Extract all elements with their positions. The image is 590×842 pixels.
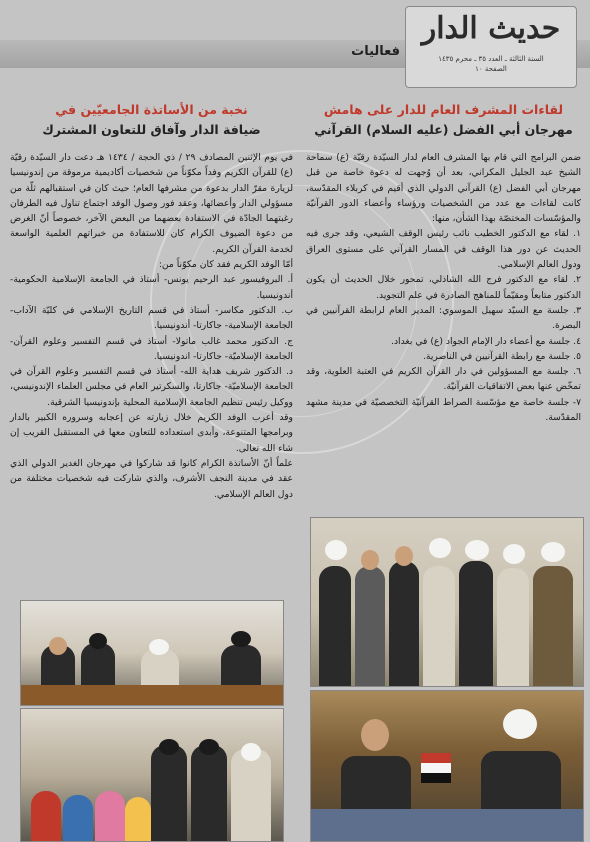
right-article-item-4: ٤. جلسة مع أعضاء دار الإمام الجواد (ع) في بغداد. — [391, 335, 581, 347]
left-article-member-b: ب. الدكتور مكاسر- أستاذ في قسم التاريخ الإسلامي في كليّة الآداب- الجامعة الإسلامية- جاكارتا- أندونيسيا. — [10, 304, 293, 332]
logo-title: حديث الدار — [421, 11, 561, 46]
left-article-member-a: أ. البروفيسور عبد الرحيم يونس- أستاذ في الجامعة الإسلامية الحكومية- أندونيسيا. — [10, 274, 293, 301]
left-article-note: علماً أنّ الأساتذة الكرام كانوا قد شاركوا في مهرجان الغدير الدولي الذي عقد في مدينة النجف الأشرف، والذي شاركت فيه شخصيات مختلفة من دول العالم الإسلامي. — [10, 457, 293, 500]
right-article-intro: ضمن البرامج التي قام بها المشرف العام لدار السيّدة رقيّة (ع) سماحة الشيخ عبد الجليل المكراني، بعد أن وُجهت له دعوة خاصة من قبل مهرجان أبي الفضل (ع) القرآني الدولي الذي أقيم في كربلاء المقدّسة، كانت لقاءات مع عدد من الشخصيات ورؤساء وأعضاء الدور القرآنيّة والمؤسّسات المختصّة بهذا الشأن، منها: — [306, 152, 581, 225]
children-photo — [20, 708, 284, 842]
right-article-item-5: ٥. جلسة مع رابطة القرآنيين في الناصرية. — [422, 350, 581, 362]
left-article-intro: في يوم الإثنين المصادف ٢٩ / ذي الحجة / ١٤٣٤ هـ دعت دار السيّدة رقيّة (ع) للقرآن الكريم وفداً مكوّناً من شخصيات أكاديمية مرموقة من إندونيسيا لزيارة مقرّ الدار بدعوة من مشرفها العام؛ حيث كان في استقبالهم ثلّة من مسؤولي الدار وأعضائها، وعقد فور وصول الوفد اجتماع تناول فيه الطرفان رغبتهما الجادّة في الاستفادة بعضهما من البعض الآخر، خصوصاً أنّ الغرض من دعوة الضيوف الكرام كان للاستفادة من خبراتهم العلمية الواسعة لخدمة القرآن الكريم. — [10, 152, 293, 255]
right-article-item-1: ١. لقاء مع الدكتور الخطيب نائب رئيس الوقف الشيعي، وقد جرى فيه الحديث عن دور هذا الوقف في المسار القرآني على مستوى العراق ودول العالم الإسلامي. — [306, 228, 581, 271]
left-article-title-1: نخبة من الأساتذة الجامعيّين في — [55, 102, 248, 117]
meeting-photo — [20, 600, 284, 706]
left-article-closing: وقد أعرب الوفد الكريم خلال زيارته عن إعجابه وسروره الكبير بالدار وبرامجها المتنوعة، وأبدى استعداده للتعاون معها في المستقبل القريب إن شاء الله تعالى. — [10, 412, 293, 454]
left-article-delegation: أمّا الوفد الكريم فقد كان مكوّناً من: — [158, 259, 293, 271]
page-number: الصفحة ١٠ — [475, 65, 507, 73]
section-label: فعاليات — [351, 44, 400, 59]
right-article-item-2: ٢. لقاء مع الدكتور فرج الله الشاذلي، تمحور خلال الحديث أن يكون الدكتور متابعاً ومقيّماً للمناهج الصادرة في علم التجويد. — [306, 274, 581, 301]
right-article-item-7: ٧- جلسة خاصة مع مؤسّسة الصراط القرآنيّة التخصصيّة في مدينة مشهد المقدّسة. — [306, 396, 581, 424]
right-article — [306, 100, 581, 425]
left-article-member-c: ج. الدكتور محمد غالب ماتولا- أستاذ في قسم التفسير وعلوم القرآن- الجامعة الإسلاميّة- جاكارتا- اندونيسيا. — [10, 335, 293, 362]
group-photo — [310, 517, 584, 687]
right-article-item-3: ٣. جلسة مع السيّد سهيل الموسوي: المدير العام لرابطة القرآنيين في البصرة. — [306, 304, 581, 332]
right-article-item-6: ٦. جلسة مع المسؤولين في دار القرآن الكريم في العتبة العلوية، وقد تمخّض عنها بعض الاتفاقيات القرآنيّة. — [306, 366, 581, 393]
magazine-logo — [405, 6, 577, 88]
left-article-member-d: د. الدكتور شريف هداية الله- أستاذ في قسم التفسير وعلوم القرآن في الجامعة الإسلاميّة- جاكارتا، والسكرتير العام في مجلس العلماء الإندونيسي، ووكيل رئيس تنظيم الجامعة الإسلامية المحلية بإندونيسيا الشرقية. — [10, 366, 293, 408]
conference-photo — [310, 690, 584, 842]
right-article-title-2: مهرجان أبي الفضل (عليه السلام) القرآني — [314, 122, 573, 137]
left-article-title-2: ضيافة الدار وآفاق للتعاون المشترك — [42, 122, 261, 137]
issue-info: السنة الثالثة ـ العدد ٣٥ ـ محرم ١٤٣٥ — [438, 55, 544, 63]
left-article — [10, 100, 293, 502]
right-article-title-1: لقاءات المشرف العام للدار على هامش — [323, 102, 564, 117]
